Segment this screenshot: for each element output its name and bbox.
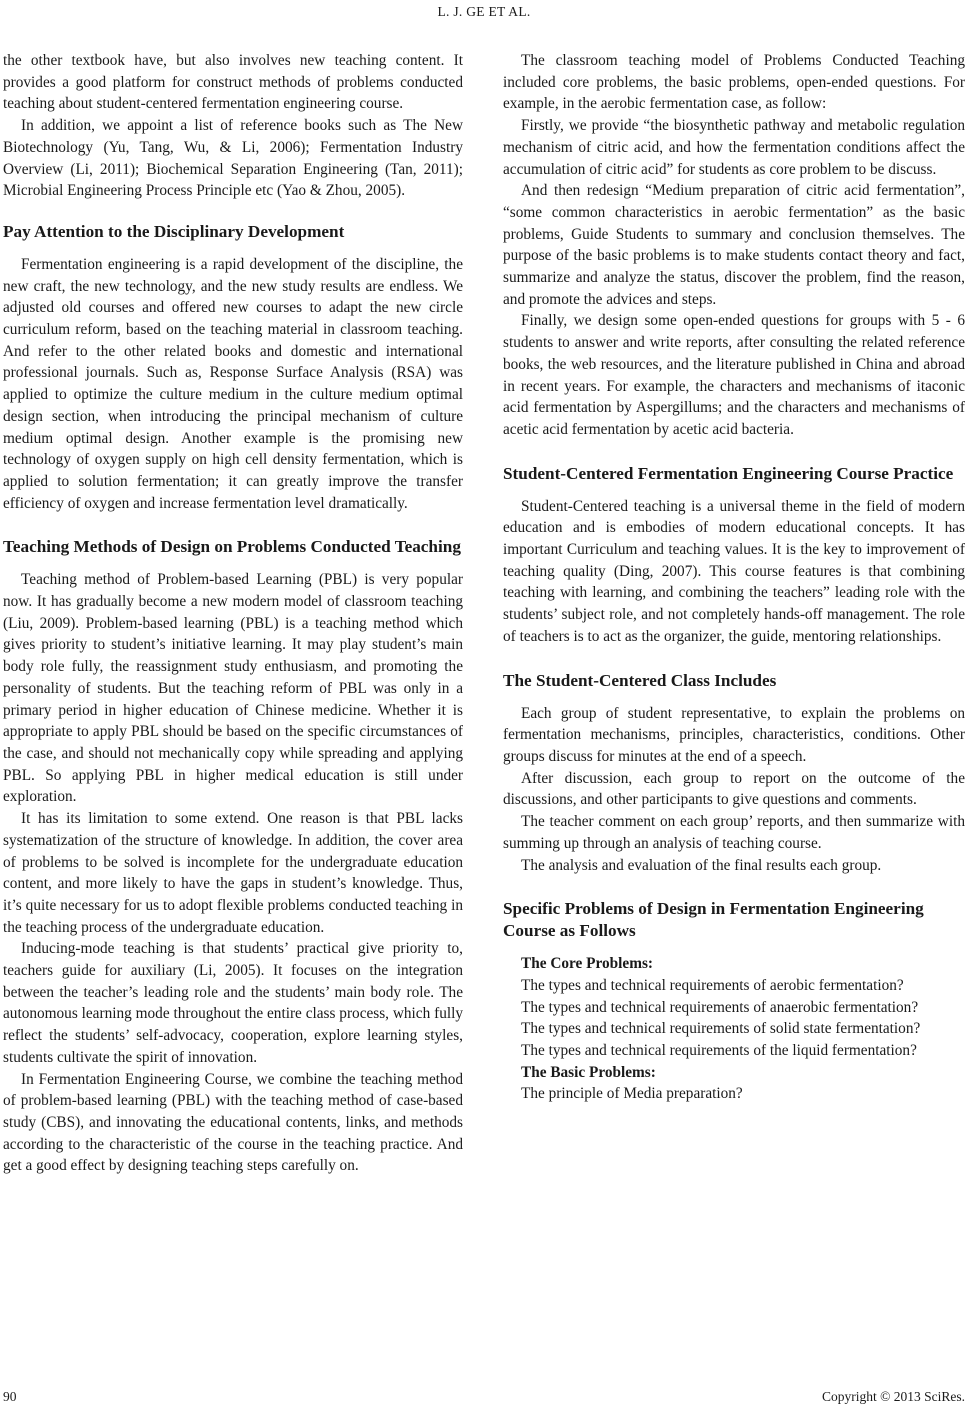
- section-heading: Pay Attention to the Disciplinary Development: [3, 221, 345, 241]
- section-heading: Student-Centered Fermentation Engineering Course Practice: [503, 463, 954, 483]
- paragraph: Fermentation engineering is a rapid development of the discipline, the new craft, the new technology, and the new study results are endless. We adjusted old courses and offered new courses to adapt the new circle curriculum reform, based on the teaching material in classroom teaching. And refer to the other related books and domestic and international professional journals. Such as, Response Surface Analysis (RSA) was applied to optimize the culture medium in the culture medium optimal design section, when introducing the principal mechanism of culture medium optimal design. Another example is the promising new technology of oxygen supply on high cell density fermentation, which is applied to solution fermentation; it can greatly improve the transfer efficiency of oxygen and increase fermentation level dramatically.: [3, 255, 463, 512]
- paragraph: It has its limitation to some extend. One reason is that PBL lacks systematization of the structure of knowledge. In addition, the cover area of problems to be solved is incomplete for the undergraduate education content, and more likely to have the gaps in student’s knowledge. Thus, it’s quite necessary for us to adopt flexible problems conducted teaching in the teaching process of the undergraduate education.: [3, 810, 463, 936]
- paragraph: Finally, we design some open-ended questions for groups with 5 - 6 students to answer and write reports, after consulting the related reference books, the web resources, and the literature published in China and abroad in recent years. For example, the characters and mechanisms of itaconic acid fermentation by Aspergillums; and the characters and mechanisms of acetic acid fermentation by acetic acid bacteria.: [503, 312, 965, 438]
- paragraph: Student-Centered teaching is a universal theme in the field of modern education and is embodies of modern educational concepts. It has important Curriculum and teaching values. It is the key to improvement of teaching quality (Ding, 2007). This course features is that combining teaching with learning, and combining the teachers” leading role with the students’ subject role, and not completely hands-off management. The role of teachers is to act as the organizer, the guide, mentoring relationships.: [503, 497, 965, 645]
- paragraph: The teacher comment on each group’ reports, and then summarize with summing up through an analysis of teaching course.: [503, 813, 965, 852]
- section-heading: Specific Problems of Design in Fermentation Engineering Course as Follows: [503, 899, 924, 941]
- paragraph: The classroom teaching model of Problems Conducted Teaching included core problems, the basic problems, open-ended questions. For example, in the aerobic fermentation case, as follow:: [503, 52, 965, 113]
- list-item: The types and technical requirements of the liquid fermentation?: [521, 1042, 917, 1060]
- copyright: Copyright © 2013 SciRes.: [821, 1389, 965, 1404]
- subheading-core-problems: The Core Problems:: [521, 955, 653, 973]
- list-item: The types and technical requirements of aerobic fermentation?: [521, 976, 904, 994]
- running-header: L. J. GE ET AL.: [437, 4, 531, 19]
- right-column: [503, 50, 965, 1105]
- paragraph: After discussion, each group to report on the outcome of the discussions, and other participants to give questions and comments.: [503, 769, 965, 809]
- page-number: 90: [3, 1389, 17, 1404]
- paragraph: Each group of student representative, to explain the problems on fermentation mechanisms, principles, characteristics, conditions. Other groups discuss for minutes at the end of a speech.: [503, 704, 965, 765]
- paragraph: In addition, we appoint a list of reference books such as The New Biotechnology (Yu, Tang, Wu, & Li, 2006); Fermentation Industry Overview (Li, 2011); Biochemical Separation Engineering (Tan, 2011); Microbial Engineering Process Principle etc (Yao & Zhou, 2005).: [3, 117, 463, 200]
- section-heading: Teaching Methods of Design on Problems Conducted Teaching: [3, 537, 461, 557]
- paragraph: And then redesign “Medium preparation of citric acid fermentation”, “some common characteristics in aerobic fermentation” as the basic problems, Guide Students to summary and conclusion themselves. The purpose of the basic problems is to make students contact theory and fact, summarize and analyze the status, discover the problem, find the reason, and promote the advices and steps.: [503, 182, 965, 308]
- list-item: The types and technical requirements of anaerobic fermentation?: [521, 998, 919, 1016]
- list-item: The principle of Media preparation?: [521, 1085, 743, 1103]
- paragraph: Inducing-mode teaching is that students’ practical give priority to, teachers guide for auxiliary (Li, 2005). It focuses on the integration between the teacher’s leading role and the students’ main body role. The autonomous learning mode throughout the entire class process, which fully reflect the students’ self-advocacy, cooperation, explore learning styles, students cultivate the spirit of innovation.: [3, 940, 463, 1066]
- paragraph: Firstly, we provide “the biosynthetic pathway and metabolic regulation mechanism of citric acid, and how the fermentation conditions affect the accumulation of citric acid” for students as core problem to be discuss.: [503, 117, 965, 178]
- subheading-basic-problems: The Basic Problems:: [521, 1063, 656, 1081]
- section-heading: The Student-Centered Class Includes: [503, 670, 777, 690]
- paragraph: In Fermentation Engineering Course, we combine the teaching method of problem-based learning (PBL) with the teaching method of case-based study (CBS), and innovating the educational contents, links, and methods according to the characteristic of the course in the teaching practice. And get a good effect by designing teaching steps carefully on.: [3, 1070, 463, 1175]
- paragraph: The analysis and evaluation of the final results each group.: [521, 856, 882, 874]
- left-column: [3, 50, 463, 1177]
- paragraph: Teaching method of Problem-based Learning (PBL) is very popular now. It has gradually become a new modern model of classroom teaching (Liu, 2009). Problem-based learning (PBL) is a teaching method which gives priority to student’s initiative learning. It may play student’s main body role fully, the reassignment study enthusiasm, and promoting the personality of students. But the teaching reform of PBL was only in a primary period in higher education of Chinese medicine. Whether it is appropriate to apply PBL should be based on the specific circumstances of the case, and should not mechanically copy while spreading and applying PBL. So applying PBL in higher medical education is still under exploration.: [3, 571, 463, 806]
- list-item: The types and technical requirements of solid state fermentation?: [521, 1020, 921, 1038]
- paragraph: the other textbook have, but also involves new teaching content. It provides a good platform for construct methods of problems conducted teaching about student-centered fermentation engineering course.: [3, 52, 463, 113]
